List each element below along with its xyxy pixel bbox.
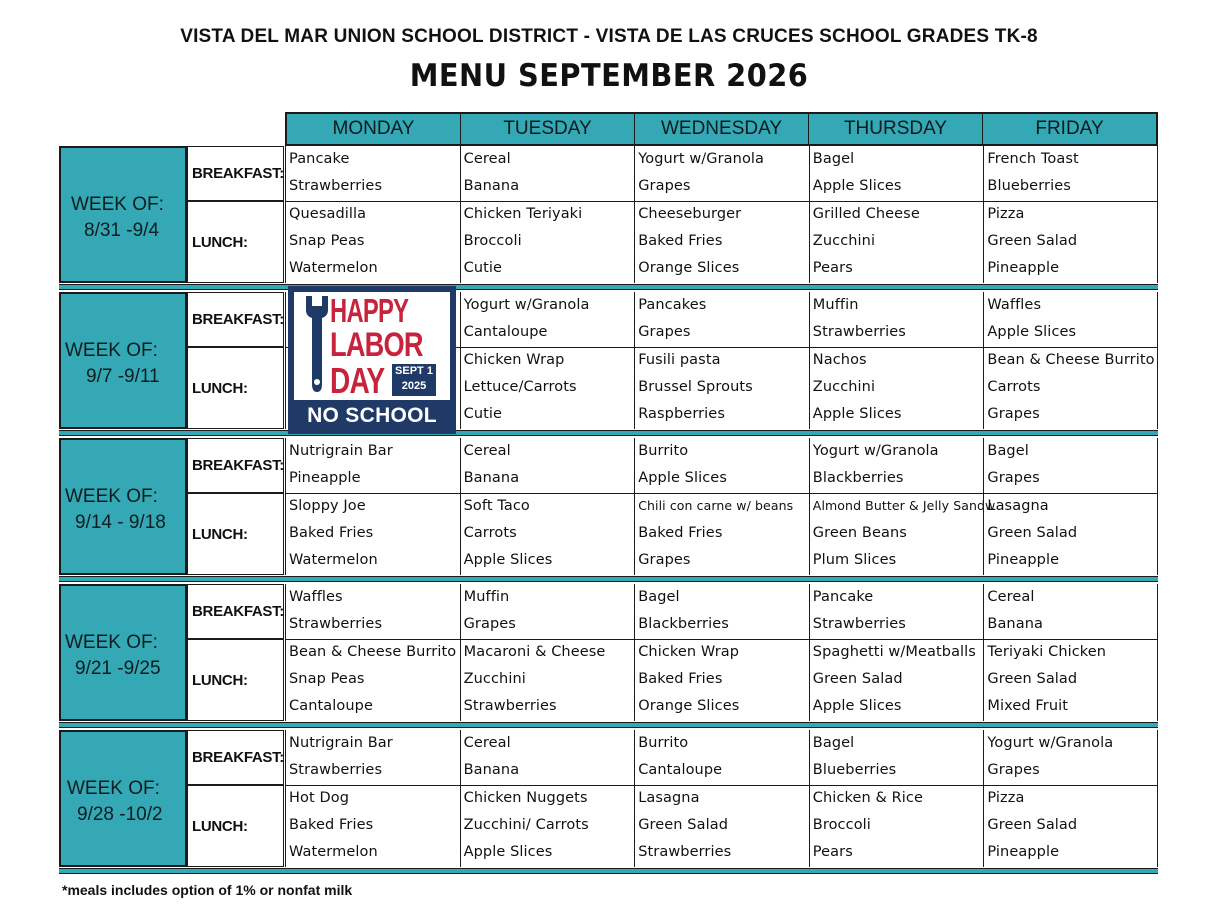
menu-item: Baked Fries [289,525,374,541]
menu-item: Lasagna [638,790,700,806]
menu-item: Cheeseburger [638,206,742,222]
day-header-tuesday: TUESDAY [461,114,635,144]
week-separator-bar [59,576,1158,582]
labor-day-day: DAY [330,360,385,401]
menu-item: Carrots [463,525,517,541]
menu-item: Grilled Cheese [812,206,920,222]
breakfast-cell-friday [983,438,1158,493]
menu-item: Banana [463,762,520,778]
menu-item: Teriyaki Chicken [987,644,1107,660]
menu-item: Cereal [463,443,511,459]
lunch-cell-thursday [809,347,984,429]
lunch-label: LUNCH: [187,639,284,721]
menu-item: Bean & Cheese Burrito [987,352,1155,368]
menu-item: Yogurt w/Granola [812,443,939,459]
menu-item: Pizza [987,790,1025,806]
menu-item: Banana [987,616,1043,632]
menu-item: Watermelon [289,844,378,860]
lunch-cell-wednesday [634,201,809,283]
menu-item: Lettuce/Carrots [463,379,577,395]
no-school-banner: NO SCHOOL [307,404,437,427]
week-of-label: WEEK OF: [65,340,158,361]
breakfast-cell-wednesday [634,730,809,785]
breakfast-cell-tuesday [460,730,635,785]
menu-item: Green Salad [987,817,1078,833]
week-block [59,146,1158,283]
menu-item: Zucchini/ Carrots [463,817,589,833]
breakfast-label: BREAKFAST: [187,438,284,493]
breakfast-cell-monday [285,438,460,493]
menu-item: Strawberries [638,844,732,860]
menu-item: Baked Fries [638,233,723,249]
week-of-label: WEEK OF: [67,778,160,799]
menu-item: Chicken Teriyaki [463,206,583,222]
menu-item: Pineapple [987,552,1060,568]
breakfast-cell-thursday [809,438,984,493]
menu-item: Apple Slices [987,324,1077,340]
menu-item: Pineapple [289,470,361,486]
week-label-cell [59,730,187,867]
week-of-label: WEEK OF: [71,194,164,215]
breakfast-cell-monday [285,730,460,785]
menu-item: Green Beans [812,525,907,541]
lunch-cell-monday [285,493,460,575]
menu-item: Bagel [987,443,1029,459]
breakfast-cell-wednesday [634,146,809,201]
menu-item: Quesadilla [289,206,367,222]
menu-item: Yogurt w/Granola [463,297,590,313]
menu-item: Watermelon [289,260,378,276]
lunch-cell-friday [983,201,1158,283]
wrench-icon [300,294,330,398]
menu-item: Mixed Fruit [987,698,1069,714]
labor-day-date-month: SEPT 1 [395,365,433,377]
menu-item: Pizza [987,206,1025,222]
menu-item: Cereal [987,589,1035,605]
menu-item: Grapes [987,406,1040,422]
lunch-label: LUNCH: [187,785,284,867]
labor-day-happy: HAPPY [330,292,409,329]
menu-item: Bagel [812,151,855,167]
breakfast-label: BREAKFAST: [187,584,284,639]
week-block [59,438,1158,575]
menu-item: Pears [812,844,853,860]
menu-item: Strawberries [289,616,383,632]
menu-item: Blackberries [638,616,729,632]
menu-item: Zucchini [463,671,526,687]
labor-day-graphic [288,286,456,434]
lunch-cell-wednesday [634,785,809,867]
menu-item: Zucchini [812,379,876,395]
breakfast-cell-tuesday [460,146,635,201]
menu-item: Cereal [463,735,511,751]
menu-item: Green Salad [987,671,1078,687]
week-date-range: 9/7 -9/11 [86,366,160,387]
breakfast-label: BREAKFAST: [187,292,284,347]
lunch-cell-tuesday [460,201,635,283]
lunch-cell-wednesday [634,639,809,721]
menu-item: Almond Butter & Jelly Sandw [812,498,996,513]
menu-item: Broccoli [463,233,522,249]
lunch-cell-friday [983,639,1158,721]
breakfast-cell-friday [983,730,1158,785]
menu-item: Chili con carne w/ beans [638,498,794,513]
menu-item: Plum Slices [812,552,897,568]
menu-item: Muffin [463,589,510,605]
menu-item: Snap Peas [289,671,365,687]
menu-item: Baked Fries [289,817,374,833]
lunch-cell-tuesday [460,785,635,867]
menu-item: Waffles [289,589,343,605]
week-label-cell [59,292,187,429]
week-menu-grid [285,730,1158,867]
labor-day-labor: LABOR [330,326,423,364]
menu-item: Chicken & Rice [812,790,924,806]
menu-item: Pancake [289,151,350,167]
week-menu-grid [285,146,1158,283]
breakfast-label: BREAKFAST: [187,146,284,201]
menu-item: Chicken Wrap [638,644,740,660]
breakfast-cell-thursday [809,292,984,347]
menu-item: Blackberries [812,470,904,486]
breakfast-cell-thursday [809,146,984,201]
menu-item: Green Salad [812,671,903,687]
week-of-label: WEEK OF: [65,632,158,653]
week-menu-grid [285,438,1158,575]
menu-item: Bagel [812,735,855,751]
menu-item: Broccoli [812,817,871,833]
menu-item: Snap Peas [289,233,365,249]
menu-item: Blueberries [987,178,1071,194]
lunch-cell-friday [983,347,1158,429]
menu-item: Grapes [463,616,516,632]
menu-item: Cantaloupe [638,762,723,778]
menu-item: Spaghetti w/Meatballs [812,644,976,660]
lunch-cell-thursday [809,639,984,721]
menu-item: Banana [463,178,520,194]
menu-item: Cantaloupe [289,698,373,714]
menu-item: Strawberries [463,698,557,714]
menu-item: Blueberries [812,762,897,778]
menu-item: Apple Slices [463,844,553,860]
menu-item: Soft Taco [463,498,530,514]
menu-item: Orange Slices [638,260,740,276]
day-header-friday: FRIDAY [983,114,1156,144]
day-header-thursday: THURSDAY [809,114,983,144]
menu-item: Grapes [638,552,691,568]
menu-item: Nutrigrain Bar [289,735,393,751]
lunch-cell-tuesday [460,493,635,575]
week-date-range: 8/31 -9/4 [84,220,159,241]
menu-item: Pancakes [638,297,707,313]
menu-item: Macaroni & Cheese [463,644,606,660]
week-label-cell [59,438,187,575]
menu-item: Burrito [638,443,689,459]
menu-item: Chicken Wrap [463,352,565,368]
lunch-label: LUNCH: [187,201,284,283]
menu-item: Yogurt w/Granola [987,735,1114,751]
menu-item: Grapes [987,470,1040,486]
menu-item: Apple Slices [812,406,902,422]
menu-item: Nutrigrain Bar [289,443,393,459]
menu-item: Apple Slices [812,698,902,714]
breakfast-cell-tuesday [460,292,635,347]
menu-item: Apple Slices [463,552,553,568]
week-label-cell [59,584,187,721]
menu-item: Raspberries [638,406,725,422]
day-header-monday: MONDAY [287,114,461,144]
menu-item: Grapes [987,762,1040,778]
menu-item: Apple Slices [638,470,727,486]
breakfast-cell-tuesday [460,438,635,493]
menu-item: Baked Fries [638,671,723,687]
menu-item: Lasagna [987,498,1049,514]
menu-item: Orange Slices [638,698,740,714]
menu-item: Pears [812,260,853,276]
lunch-cell-monday [285,639,460,721]
breakfast-cell-thursday [809,730,984,785]
menu-item: Green Salad [638,817,729,833]
menu-item: Green Salad [987,525,1078,541]
menu-item: Waffles [987,297,1042,313]
breakfast-cell-monday [285,584,460,639]
breakfast-cell-friday [983,584,1158,639]
menu-item: Chicken Nuggets [463,790,588,806]
week-block [59,730,1158,867]
lunch-label: LUNCH: [187,493,284,575]
week-label-cell [59,146,187,283]
menu-item: Brussel Sprouts [638,379,753,395]
menu-item: Grapes [638,178,691,194]
menu-item: Carrots [987,379,1041,395]
menu-item: Cutie [463,260,503,276]
menu-item: Pancake [812,589,874,605]
milk-footnote: *meals includes option of 1% or nonfat milk [62,882,353,898]
menu-item: Watermelon [289,552,378,568]
labor-day-panel [294,292,450,400]
menu-item: Banana [463,470,520,486]
menu-item: Sloppy Joe [289,498,366,514]
menu-item: Burrito [638,735,689,751]
week-of-label: WEEK OF: [65,486,158,507]
week-date-range: 9/14 - 9/18 [75,512,166,533]
lunch-cell-friday [983,785,1158,867]
breakfast-label: BREAKFAST: [187,730,284,785]
menu-item: Cereal [463,151,511,167]
week-block [59,584,1158,721]
menu-title: MENU SEPTEMBER 2026 [409,58,809,94]
menu-item: Apple Slices [812,178,902,194]
breakfast-cell-friday [983,146,1158,201]
breakfast-cell-wednesday [634,584,809,639]
week-separator-bar [59,430,1158,436]
menu-item: Fusili pasta [638,352,721,368]
breakfast-cell-friday [983,292,1158,347]
week-block [59,292,1158,429]
menu-item: Zucchini [812,233,876,249]
menu-item: Strawberries [812,616,906,632]
menu-item: Cutie [463,406,503,422]
week-date-range: 9/28 -10/2 [77,804,163,825]
week-date-range: 9/21 -9/25 [75,658,161,679]
menu-item: Hot Dog [289,790,350,806]
menu-item: Baked Fries [638,525,723,541]
lunch-cell-thursday [809,201,984,283]
menu-item: Cantaloupe [463,324,548,340]
lunch-cell-wednesday [634,493,809,575]
week-separator-bar [59,868,1158,874]
lunch-cell-thursday [809,493,996,575]
menu-item: Green Salad [987,233,1078,249]
breakfast-cell-wednesday [634,438,809,493]
week-separator-bar [59,284,1158,290]
menu-item: Bean & Cheese Burrito [289,644,457,660]
breakfast-cell-tuesday [460,584,635,639]
menu-item: Strawberries [289,178,383,194]
lunch-cell-wednesday [634,347,809,429]
menu-item: Pineapple [987,844,1060,860]
lunch-cell-friday [983,493,1158,575]
menu-item: Grapes [638,324,691,340]
menu-item: Yogurt w/Granola [638,151,765,167]
lunch-cell-monday [285,201,460,283]
menu-item: Muffin [812,297,859,313]
menu-item: French Toast [987,151,1079,167]
week-menu-grid [285,584,1158,721]
menu-item: Strawberries [812,324,906,340]
labor-day-date [392,364,436,396]
menu-item: Bagel [638,589,680,605]
lunch-cell-tuesday [460,639,635,721]
day-header-row [285,112,1158,146]
menu-item: Pineapple [987,260,1060,276]
week-separator-bar [59,722,1158,728]
labor-day-date-year: 2025 [401,380,427,392]
breakfast-cell-monday [285,146,460,201]
district-header: VISTA DEL MAR UNION SCHOOL DISTRICT - VISTA DE LAS CRUCES SCHOOL GRADES TK-8 [180,26,1038,47]
menu-item: Strawberries [289,762,383,778]
lunch-cell-thursday [809,785,984,867]
day-header-wednesday: WEDNESDAY [635,114,809,144]
breakfast-cell-thursday [809,584,984,639]
breakfast-cell-wednesday [634,292,809,347]
menu-item: Nachos [812,352,867,368]
lunch-cell-tuesday [460,347,635,429]
lunch-label: LUNCH: [187,347,284,429]
lunch-cell-monday [285,785,460,867]
